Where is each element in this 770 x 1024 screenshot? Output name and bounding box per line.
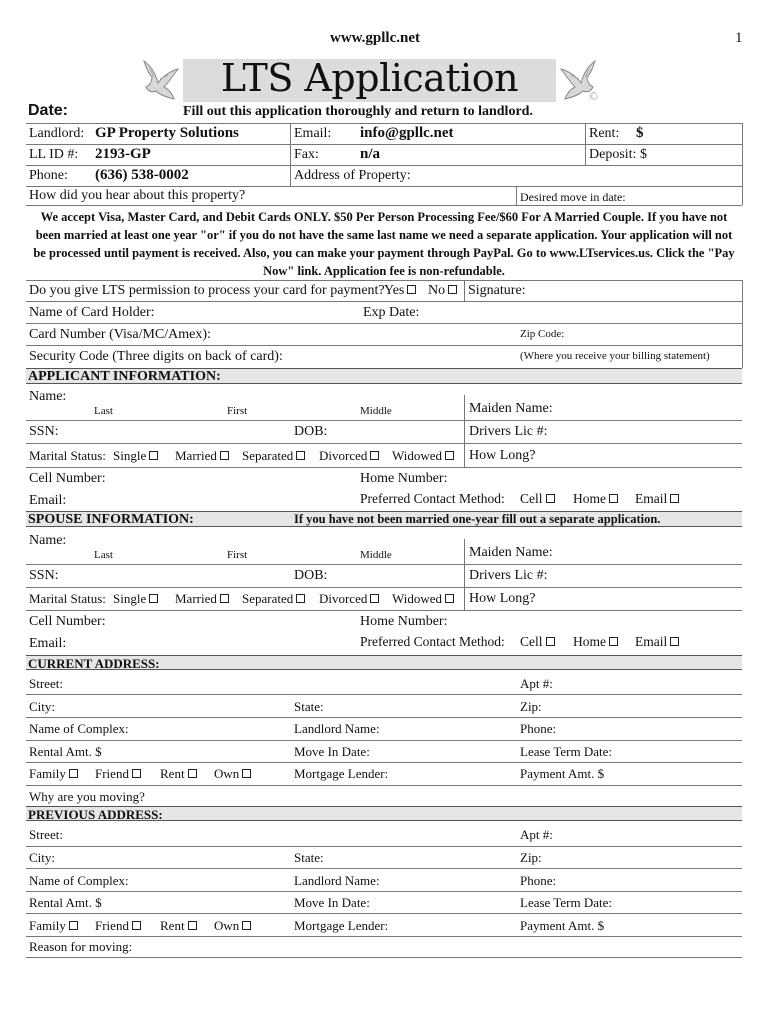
spouse-preferred-label: Preferred Contact Method: xyxy=(360,634,505,649)
applicant-home-field[interactable]: Home Number: xyxy=(360,471,448,486)
spouse-home-field[interactable]: Home Number: xyxy=(360,614,448,629)
spouse-divorced-checkbox[interactable]: Divorced xyxy=(319,591,379,607)
previous-zip-field[interactable]: Zip: xyxy=(520,850,542,865)
applicant-name-label: Name: xyxy=(29,389,67,404)
zip-code-field[interactable]: Zip Code: xyxy=(520,328,565,340)
exp-date-field[interactable]: Exp Date: xyxy=(363,305,420,320)
current-complex-field[interactable]: Name of Complex: xyxy=(29,721,129,736)
checkbox-icon xyxy=(242,769,251,778)
checkbox-icon xyxy=(69,769,78,778)
applicant-preferred-label: Preferred Contact Method: xyxy=(360,491,505,506)
previous-city-field[interactable]: City: xyxy=(29,850,56,865)
spouse-ssn-field[interactable]: SSN: xyxy=(29,568,59,583)
applicant-cell-field[interactable]: Cell Number: xyxy=(29,471,106,486)
current-friend-checkbox[interactable]: Friend xyxy=(95,766,141,782)
applicant-married-checkbox[interactable]: Married xyxy=(175,448,229,464)
previous-complex-field[interactable]: Name of Complex: xyxy=(29,873,129,888)
checkbox-icon xyxy=(132,921,141,930)
applicant-last-label: Last xyxy=(94,405,113,417)
checkbox-icon xyxy=(670,494,679,503)
no-checkbox-icon xyxy=(448,285,457,294)
previous-address-header: PREVIOUS ADDRESS: xyxy=(26,806,742,821)
spouse-last-label: Last xyxy=(94,549,113,561)
previous-street-field[interactable]: Street: xyxy=(29,827,63,842)
fax-value: n/a xyxy=(360,146,381,162)
spouse-note: If you have not been married one-year fill out a separate application. xyxy=(294,512,661,526)
security-code-field[interactable]: Security Code (Three digits on back of card): xyxy=(29,349,283,364)
hear-about-field[interactable]: How did you hear about this property? xyxy=(29,188,246,203)
previous-state-field[interactable]: State: xyxy=(294,850,324,865)
applicant-separated-checkbox[interactable]: Separated xyxy=(242,448,305,464)
spouse-maiden-field[interactable]: Maiden Name: xyxy=(469,545,553,560)
checkbox-icon xyxy=(546,494,555,503)
permission-label: Do you give LTS permission to process your card for payment? xyxy=(29,283,385,298)
current-phone-field[interactable]: Phone: xyxy=(520,721,557,736)
zip-code-note: (Where you receive your billing statement) xyxy=(520,350,710,362)
reason-moving-field[interactable]: Reason for moving: xyxy=(29,939,133,954)
checkbox-icon xyxy=(296,451,305,460)
current-address-header: CURRENT ADDRESS: xyxy=(26,655,742,670)
previous-phone-field[interactable]: Phone: xyxy=(520,873,557,888)
current-street-field[interactable]: Street: xyxy=(29,676,63,691)
previous-payment-amt-field[interactable]: Payment Amt. $ xyxy=(520,918,605,933)
previous-move-in-field[interactable]: Move In Date: xyxy=(294,895,370,910)
previous-family-checkbox[interactable]: Family xyxy=(29,918,78,934)
landlord-label: Landlord: xyxy=(29,126,85,141)
move-in-date-field[interactable]: Desired move in date: xyxy=(520,190,626,204)
applicant-section-header: APPLICANT INFORMATION: xyxy=(26,368,742,384)
applicant-marital-label: Marital Status: xyxy=(29,448,106,463)
checkbox-icon xyxy=(609,494,618,503)
current-rent-checkbox[interactable]: Rent xyxy=(160,766,197,782)
current-payment-amt-field[interactable]: Payment Amt. $ xyxy=(520,766,605,781)
date-label[interactable]: Date: xyxy=(28,102,69,119)
previous-own-checkbox[interactable]: Own xyxy=(214,918,251,934)
spouse-dob-field[interactable]: DOB: xyxy=(294,568,328,583)
email-label: Email: xyxy=(294,126,332,141)
current-own-checkbox[interactable]: Own xyxy=(214,766,251,782)
spouse-email-field[interactable]: Email: xyxy=(29,636,67,651)
deposit-field[interactable]: Deposit: $ xyxy=(589,147,647,162)
spouse-pref-cell-checkbox[interactable]: Cell xyxy=(520,634,555,650)
applicant-first-label: First xyxy=(227,405,248,417)
rent-value[interactable]: $ xyxy=(636,125,644,141)
copyright-mark: © xyxy=(589,89,599,103)
phone-label: Phone: xyxy=(29,168,68,183)
current-city-field[interactable]: City: xyxy=(29,699,56,714)
checkbox-icon xyxy=(445,451,454,460)
previous-rent-checkbox[interactable]: Rent xyxy=(160,918,197,934)
previous-mortgage-field[interactable]: Mortgage Lender: xyxy=(294,918,389,933)
spouse-widowed-checkbox[interactable]: Widowed xyxy=(392,591,454,607)
spouse-first-label: First xyxy=(227,549,248,561)
applicant-dob-field[interactable]: DOB: xyxy=(294,424,328,439)
permission-no-checkbox[interactable]: No xyxy=(428,283,457,299)
llid-value: 2193-GP xyxy=(95,146,151,162)
instruction-text: Fill out this application thoroughly and return to landlord. xyxy=(183,104,533,119)
checkbox-icon xyxy=(370,451,379,460)
card-number-field[interactable]: Card Number (Visa/MC/Amex): xyxy=(29,327,211,342)
applicant-pref-cell-checkbox[interactable]: Cell xyxy=(520,491,555,507)
landlord-value: GP Property Solutions xyxy=(95,125,239,141)
checkbox-icon xyxy=(149,594,158,603)
permission-yes-checkbox[interactable]: Yes xyxy=(384,283,416,299)
spouse-middle-label: Middle xyxy=(360,549,392,561)
current-zip-field[interactable]: Zip: xyxy=(520,699,542,714)
applicant-email-field[interactable]: Email: xyxy=(29,493,67,508)
spouse-name-label: Name: xyxy=(29,533,67,548)
applicant-how-long-field[interactable]: How Long? xyxy=(469,448,536,463)
current-mortgage-field[interactable]: Mortgage Lender: xyxy=(294,766,389,781)
checkbox-icon xyxy=(69,921,78,930)
spouse-how-long-field[interactable]: How Long? xyxy=(469,591,536,606)
current-family-checkbox[interactable]: Family xyxy=(29,766,78,782)
checkbox-icon xyxy=(242,921,251,930)
spouse-pref-email-checkbox[interactable]: Email xyxy=(635,634,679,650)
applicant-pref-email-checkbox[interactable]: Email xyxy=(635,491,679,507)
email-value: info@gpllc.net xyxy=(360,125,454,141)
current-lease-term-field[interactable]: Lease Term Date: xyxy=(520,744,612,759)
rent-label: Rent: xyxy=(589,126,620,141)
checkbox-icon xyxy=(149,451,158,460)
card-holder-field[interactable]: Name of Card Holder: xyxy=(29,305,155,320)
spouse-married-checkbox[interactable]: Married xyxy=(175,591,229,607)
fax-label: Fax: xyxy=(294,147,319,162)
previous-lease-term-field[interactable]: Lease Term Date: xyxy=(520,895,612,910)
current-state-field[interactable]: State: xyxy=(294,699,324,714)
current-apt-field[interactable]: Apt #: xyxy=(520,676,553,691)
checkbox-icon xyxy=(220,594,229,603)
previous-friend-checkbox[interactable]: Friend xyxy=(95,918,141,934)
previous-landlord-name-field[interactable]: Landlord Name: xyxy=(294,873,380,888)
checkbox-icon xyxy=(188,769,197,778)
applicant-divorced-checkbox[interactable]: Divorced xyxy=(319,448,379,464)
applicant-maiden-field[interactable]: Maiden Name: xyxy=(469,401,553,416)
checkbox-icon xyxy=(132,769,141,778)
applicant-drivers-field[interactable]: Drivers Lic #: xyxy=(469,424,548,439)
llid-label: LL ID #: xyxy=(29,147,79,162)
spouse-pref-home-checkbox[interactable]: Home xyxy=(573,634,618,650)
checkbox-icon xyxy=(220,451,229,460)
spouse-marital-label: Marital Status: xyxy=(29,591,106,606)
why-moving-field[interactable]: Why are you moving? xyxy=(29,789,145,804)
phone-value: (636) 538-0002 xyxy=(95,167,189,183)
applicant-single-checkbox[interactable]: Single xyxy=(113,448,158,464)
yes-checkbox-icon xyxy=(407,285,416,294)
applicant-widowed-checkbox[interactable]: Widowed xyxy=(392,448,454,464)
applicant-middle-label: Middle xyxy=(360,405,392,417)
signature-field[interactable]: Signature: xyxy=(468,283,526,298)
checkbox-icon xyxy=(546,637,555,646)
applicant-ssn-field[interactable]: SSN: xyxy=(29,424,59,439)
spouse-section-header: SPOUSE INFORMATION: xyxy=(26,511,742,527)
previous-apt-field[interactable]: Apt #: xyxy=(520,827,553,842)
applicant-pref-home-checkbox[interactable]: Home xyxy=(573,491,618,507)
spouse-single-checkbox[interactable]: Single xyxy=(113,591,158,607)
checkbox-icon xyxy=(296,594,305,603)
spouse-cell-field[interactable]: Cell Number: xyxy=(29,614,106,629)
checkbox-icon xyxy=(670,637,679,646)
current-landlord-name-field[interactable]: Landlord Name: xyxy=(294,721,380,736)
page-title: LTS Application xyxy=(220,56,519,100)
checkbox-icon xyxy=(188,921,197,930)
property-address-field[interactable]: Address of Property: xyxy=(294,168,411,183)
page-number: 1 xyxy=(735,30,743,46)
website-url: www.gpllc.net xyxy=(330,30,420,46)
previous-rental-amt-field[interactable]: Rental Amt. $ xyxy=(29,895,102,910)
dove-left-icon xyxy=(138,55,182,103)
spouse-separated-checkbox[interactable]: Separated xyxy=(242,591,305,607)
current-rental-amt-field[interactable]: Rental Amt. $ xyxy=(29,744,102,759)
checkbox-icon xyxy=(609,637,618,646)
payment-notice: We accept Visa, Master Card, and Debit Cards ONLY. $50 Per Person Processing Fee/$60 For A Married Couple. If you have not been married at least one year "or" if you do not have the same last name we need a separate application. Your application will not be processed until payment is received. Also, you can make your payment through PayPal. Go to www.LTservices.us. Click the "Pay Now" link. Application fee is non-refundable. xyxy=(33,210,735,278)
checkbox-icon xyxy=(445,594,454,603)
spouse-drivers-field[interactable]: Drivers Lic #: xyxy=(469,568,548,583)
current-move-in-field[interactable]: Move In Date: xyxy=(294,744,370,759)
checkbox-icon xyxy=(370,594,379,603)
